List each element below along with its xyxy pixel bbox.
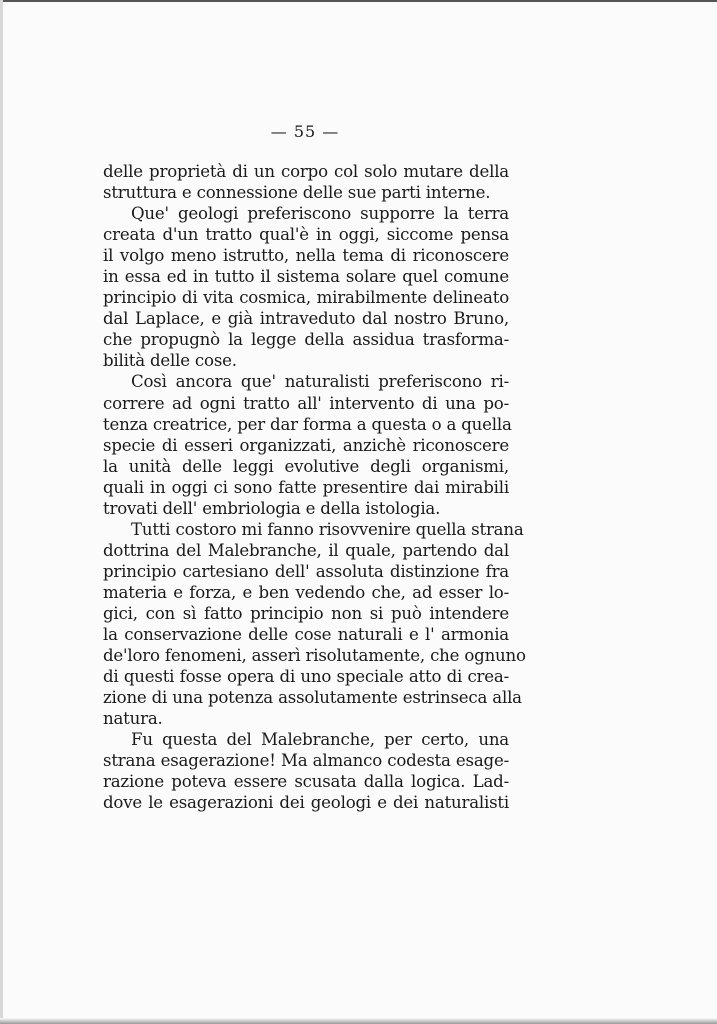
text-line: la conservazione delle cose naturali e l' armonia	[103, 625, 509, 645]
text-line: delle proprietà di un corpo col solo mutare della	[103, 162, 509, 181]
text-line: razione poteva essere scusata dalla logica. Lad-	[103, 772, 509, 792]
scan-edge-top	[0, 0, 717, 2]
text-line: di questi fosse opera di uno speciale atto di crea-	[103, 667, 509, 687]
text-line: trovati dell' embriologia e della istologia.	[103, 498, 441, 518]
page-number: — 55 —	[270, 122, 340, 141]
body-text	[103, 161, 526, 813]
text-line: Que' geologi preferiscono supporre la terra	[131, 204, 509, 224]
text-line: specie di esseri organizzati, anzichè riconoscere	[103, 435, 509, 455]
text-line: de'loro fenomeni, asserì risolutamente, che ognuno	[103, 646, 526, 666]
text-line: il volgo meno istrutto, nella tema di riconoscere	[103, 246, 509, 266]
text-line: dove le esagerazioni dei geologi e dei naturalisti	[103, 793, 509, 813]
scan-edge-left	[0, 0, 3, 1024]
text-line: creata d'un tratto qual'è in oggi, siccome pensa	[103, 225, 509, 245]
text-line: principio di vita cosmica, mirabilmente delineato	[103, 288, 509, 308]
text-line: gici, con sì fatto principio non si può intendere	[103, 603, 509, 623]
text-line: Tutti costoro mi fanno risovvenire quella strana	[131, 519, 524, 539]
text-line: Così ancora que' naturalisti preferiscono ri-	[131, 372, 509, 392]
text-line: principio cartesiano dell' assoluta distinzione fra	[103, 561, 509, 581]
text-line: quali in oggi ci sono fatte presentire dai mirabili	[103, 477, 509, 497]
text-line: struttura e connessione delle sue parti interne.	[103, 183, 491, 203]
text-line: bilità delle cose.	[103, 351, 237, 371]
scan-edge-bottom	[0, 1018, 717, 1024]
text-line: che propugnò la legge della assidua trasforma-	[103, 330, 509, 350]
text-line: in essa ed in tutto il sistema solare quel comune	[103, 267, 509, 287]
text-line: dal Laplace, e già intraveduto dal nostro Bruno,	[103, 309, 509, 329]
text-line: materia e forza, e ben vedendo che, ad esser lo-	[103, 582, 509, 602]
text-line: natura.	[103, 709, 163, 729]
text-line: dottrina del Malebranche, il quale, partendo dal	[103, 540, 509, 560]
text-line: strana esagerazione! Ma almanco codesta esage-	[103, 751, 509, 771]
text-line: Fu questa del Malebranche, per certo, una	[131, 730, 509, 750]
text-line: zione di una potenza assolutamente estrinseca alla	[103, 688, 522, 708]
text-line: tenza creatrice, per dar forma a questa o a quella	[103, 414, 512, 434]
text-line: la unità delle leggi evolutive degli organismi,	[103, 456, 509, 476]
text-line: correre ad ogni tratto all' intervento di una po-	[103, 393, 509, 413]
